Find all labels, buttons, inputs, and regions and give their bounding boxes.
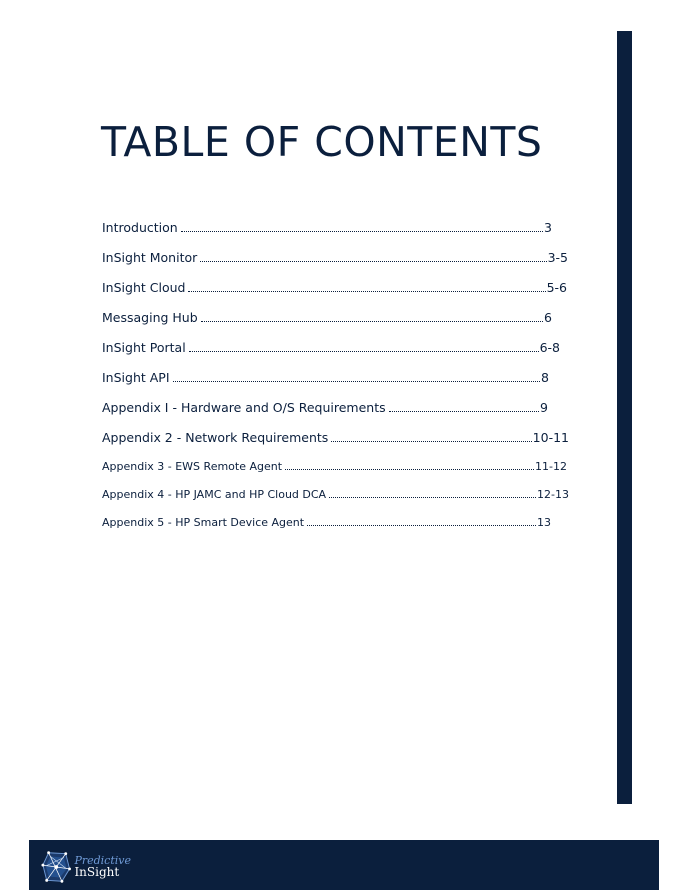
toc-leader-dots	[331, 440, 531, 442]
toc-entry-page: 9	[540, 400, 548, 415]
toc-entry-page: 11-12	[535, 460, 567, 473]
toc-entry-label: Messaging Hub	[102, 310, 198, 325]
toc-entry-insight-cloud[interactable]	[102, 280, 567, 296]
toc-leader-dots	[189, 350, 539, 352]
toc-entry-appendix-4[interactable]	[102, 488, 569, 502]
toc-entry-label: Appendix 4 - HP JAMC and HP Cloud DCA	[102, 488, 327, 501]
predictive-insight-logo	[41, 846, 131, 888]
toc-leader-dots	[329, 496, 536, 498]
toc-entry-label: InSight API	[102, 370, 170, 385]
toc-leader-dots	[201, 320, 543, 322]
toc-entry-insight-portal[interactable]	[102, 340, 560, 356]
globe-network-icon	[41, 849, 71, 885]
toc-leader-dots	[285, 468, 534, 470]
toc-leader-dots	[181, 230, 543, 232]
side-accent-bar	[617, 31, 632, 804]
toc-entry-page: 13	[537, 516, 551, 529]
toc-entry-label: InSight Cloud	[102, 280, 186, 295]
toc-entry-label: Appendix I - Hardware and O/S Requirements	[102, 400, 386, 415]
toc-entry-page: 12-13	[537, 488, 569, 501]
logo-line-1: Predictive	[74, 853, 131, 867]
toc-entry-label: Appendix 5 - HP Smart Device Agent	[102, 516, 305, 529]
toc-entry-label: Appendix 2 - Network Requirements	[102, 430, 329, 445]
toc-leader-dots	[188, 290, 545, 292]
toc-leader-dots	[389, 410, 539, 412]
toc-leader-dots	[200, 260, 546, 262]
toc-entry-appendix-1[interactable]	[102, 400, 548, 416]
toc-entry-page: 3-5	[547, 250, 568, 265]
toc-entry-insight-monitor[interactable]	[102, 250, 568, 266]
toc-entry-page: 10-11	[532, 430, 569, 445]
toc-entry-page: 5-6	[546, 280, 567, 295]
toc-entry-label: Appendix 3 - EWS Remote Agent	[102, 460, 283, 473]
toc-leader-dots	[173, 380, 541, 382]
toc-entry-page: 3	[544, 220, 552, 235]
logo-wordmark	[74, 855, 131, 879]
toc-entry-insight-api[interactable]	[102, 370, 549, 386]
toc-entry-label: Introduction	[102, 220, 178, 235]
toc-leader-dots	[307, 524, 536, 526]
toc-entry-appendix-2[interactable]	[102, 430, 569, 446]
toc-entry-label: InSight Monitor	[102, 250, 198, 265]
toc-entry-messaging-hub[interactable]	[102, 310, 552, 326]
toc-entry-page: 6	[544, 310, 552, 325]
toc-entry-appendix-5[interactable]	[102, 516, 551, 530]
toc-entry-introduction[interactable]	[102, 220, 552, 236]
toc-entry-page: 6-8	[539, 340, 560, 355]
toc-entry-label: InSight Portal	[102, 340, 186, 355]
toc-entry-appendix-3[interactable]	[102, 460, 567, 474]
page-title: TABLE OF CONTENTS	[101, 118, 543, 166]
logo-line-2: InSight	[74, 865, 120, 880]
toc-entry-page: 8	[541, 370, 549, 385]
